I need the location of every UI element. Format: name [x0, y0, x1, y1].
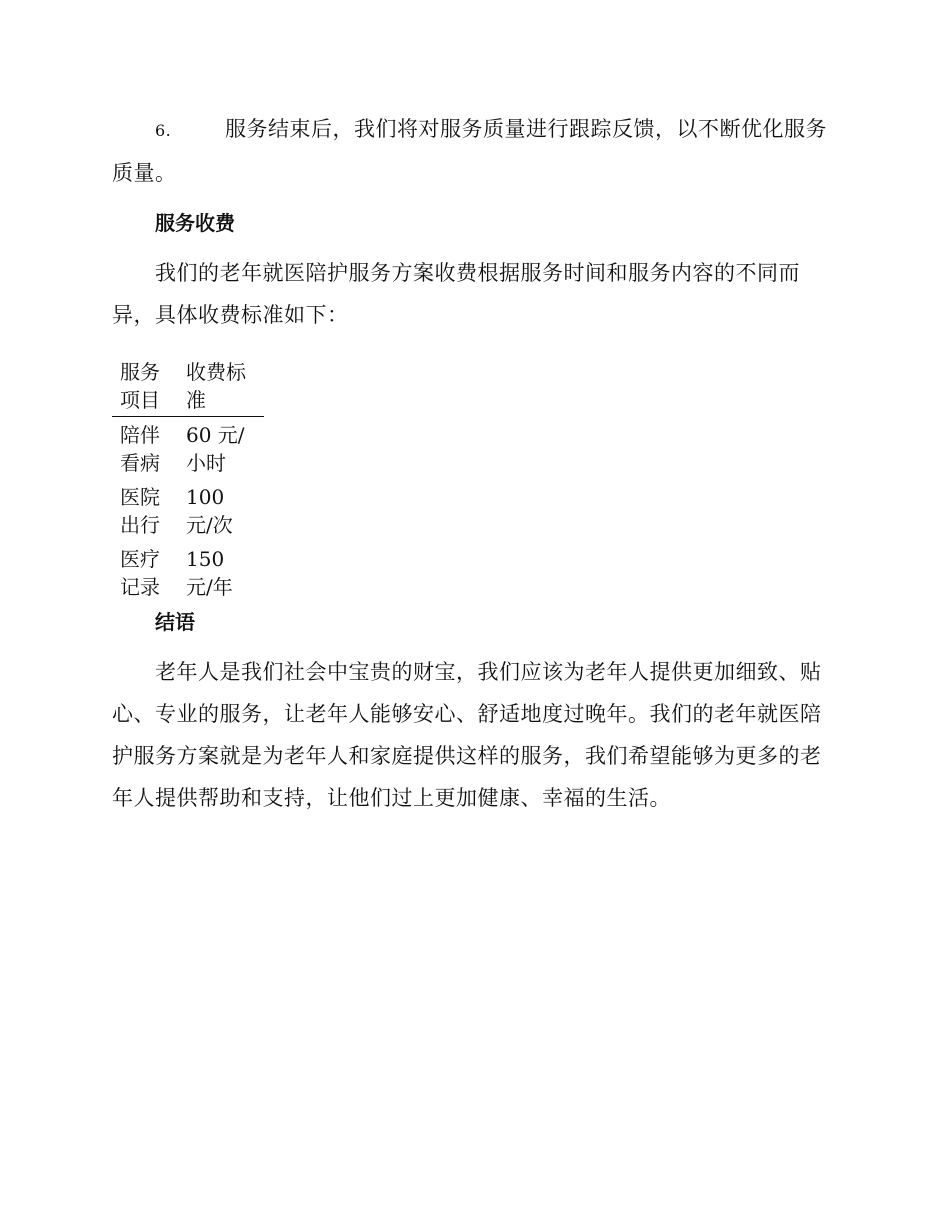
table-cell-price: 150 元/年 [186, 547, 233, 599]
list-item-6 [112, 108, 832, 194]
table-row [112, 483, 264, 545]
table-cell-item: 医院出行 [120, 485, 160, 537]
section-heading-conclusion: 结语 [155, 610, 195, 634]
table-cell-price: 60 元/小时 [186, 423, 245, 475]
table-header-item: 服务项目 [120, 360, 160, 412]
list-number: 6. [155, 121, 172, 140]
table-row [112, 545, 264, 607]
table-cell-item: 医疗记录 [120, 547, 160, 599]
fees-intro-paragraph: 我们的老年就医陪护服务方案收费根据服务时间和服务内容的不同而异，具体收费标准如下： [112, 261, 800, 327]
table-cell-price: 100 元/次 [186, 485, 233, 537]
fee-table [112, 358, 264, 607]
document-page [112, 108, 832, 819]
table-row [112, 417, 264, 484]
table-header-row [112, 358, 264, 417]
table-header-price: 收费标准 [186, 360, 246, 412]
conclusion-paragraph: 老年人是我们社会中宝贵的财宝，我们应该为老年人提供更加细致、贴心、专业的服务，让老年人能够安心、舒适地度过晚年。我们的老年就医陪护服务方案就是为老年人和家庭提供这样的服务，我们希望能够为更多的老年人提供帮助和支持，让他们过上更加健康、幸福的生活。 [112, 660, 822, 810]
table-cell-item: 陪伴看病 [120, 423, 160, 475]
section-heading-fees: 服务收费 [155, 211, 235, 235]
list-item-text: 服务结束后，我们将对服务质量进行跟踪反馈，以不断优化服务质量。 [112, 117, 827, 185]
